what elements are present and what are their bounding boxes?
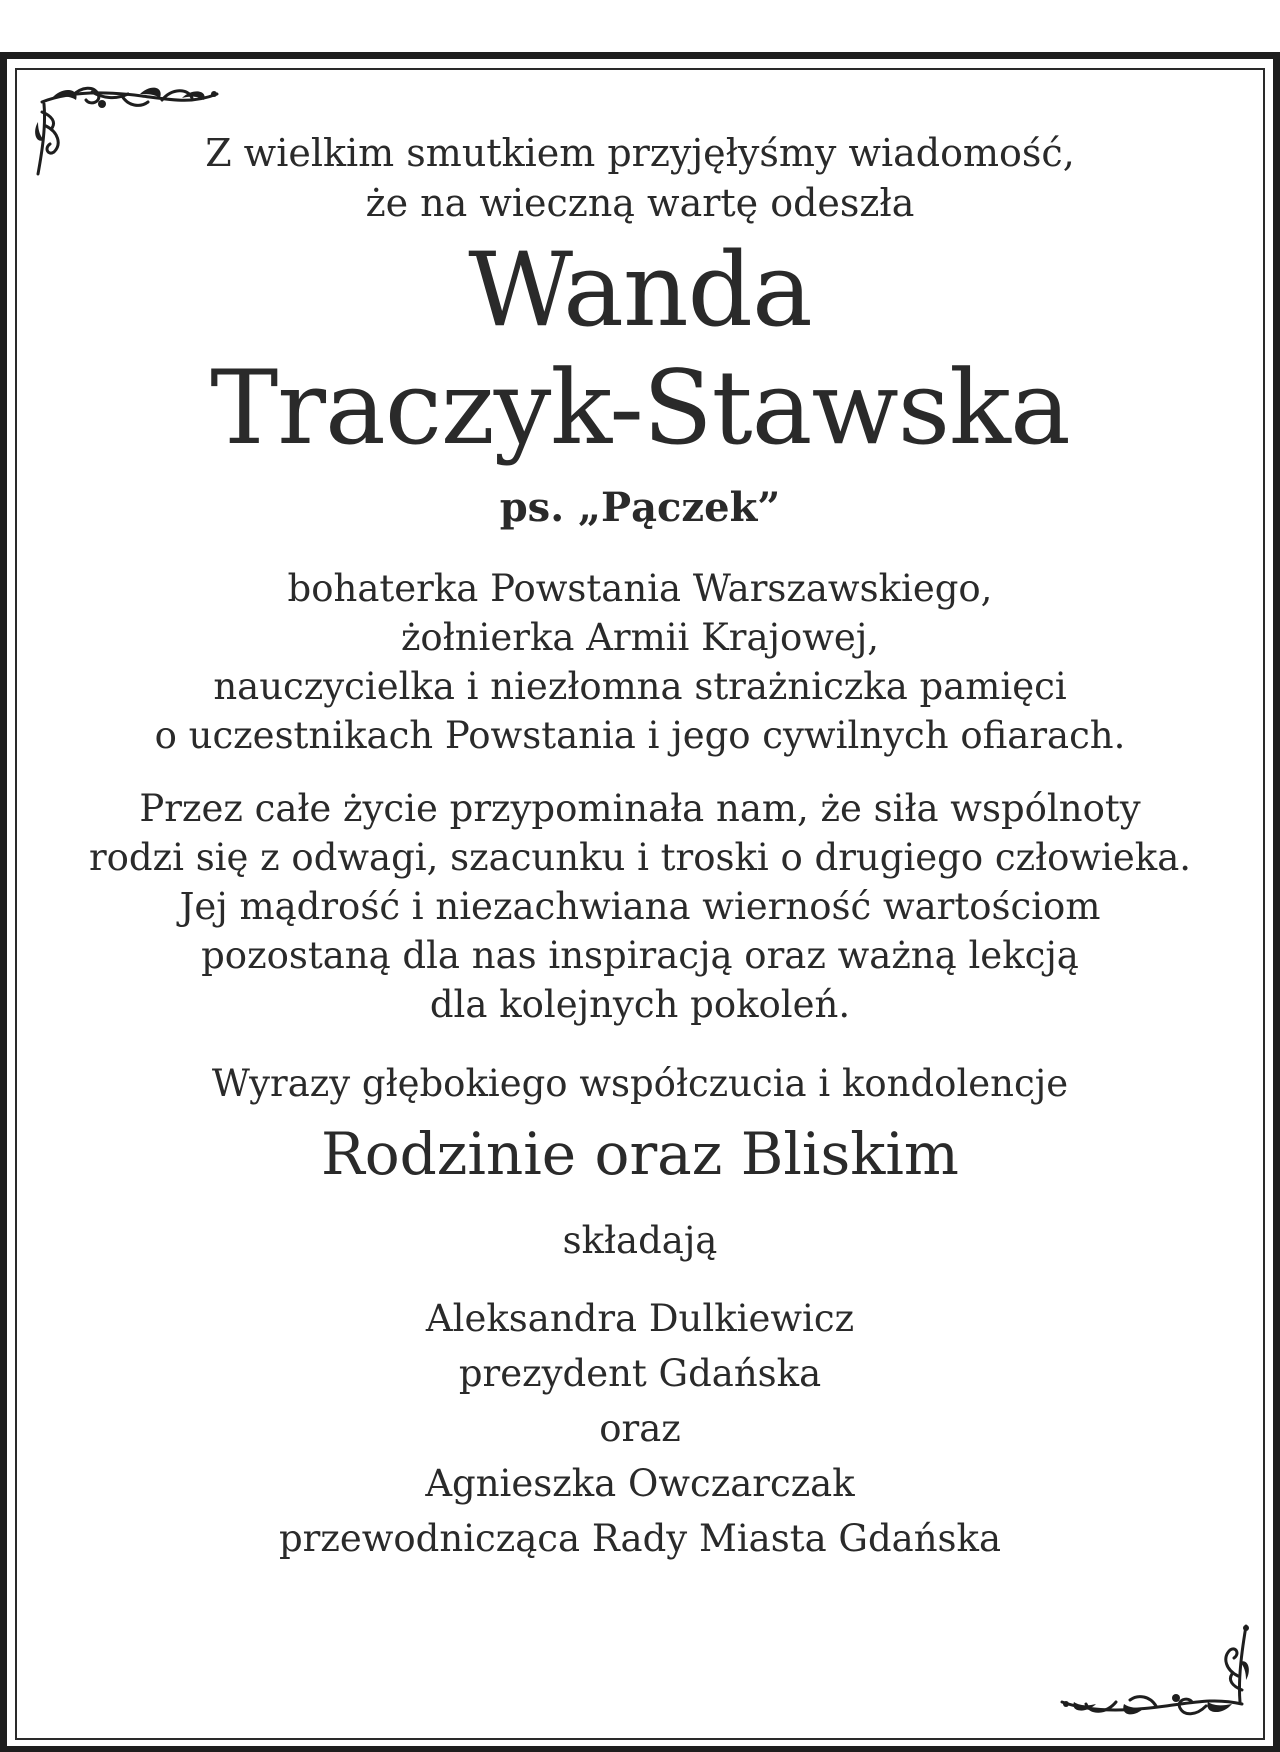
message-line: dla kolejnych pokoleń. (429, 983, 851, 1026)
sign-verb: składają (562, 1219, 718, 1262)
role-line: nauczycielka i niezłomna strażniczka pamięci (213, 665, 1067, 708)
role-line: bohaterka Powstania Warszawskiego, (287, 567, 993, 610)
deceased-first-name: Wanda (468, 231, 812, 350)
role-line: o uczestnikach Powstania i jego cywilnych ofiarach. (154, 714, 1126, 757)
deceased-name (15, 232, 1265, 468)
deceased-pseudonym: ps. „Pączek” (499, 484, 781, 531)
signer-title: prezydent Gdańska (458, 1352, 822, 1395)
deceased-last-name: Traczyk-Stawska (210, 349, 1070, 468)
message-line: Jej mądrość i niezachwiana wierność wartościom (179, 885, 1101, 928)
message-line: Przez całe życie przypominała nam, że siła wspólnoty (139, 787, 1141, 830)
signer-title: przewodnicząca Rady Miasta Gdańska (278, 1517, 1002, 1560)
tribute-message (15, 784, 1265, 1029)
bottom-border (0, 1746, 1280, 1752)
signers (15, 1291, 1265, 1566)
signer-name: Aleksandra Dulkiewicz (425, 1297, 855, 1340)
intro-text (15, 128, 1265, 228)
role-line: żołnierka Armii Krajowej, (400, 616, 880, 659)
roles-text (15, 564, 1265, 760)
condolence-recipients: Rodzinie oraz Bliskim (321, 1120, 959, 1188)
condolence-line: Wyrazy głębokiego współczucia i kondolencje (211, 1062, 1069, 1105)
signer-name: Agnieszka Owczarczak (425, 1462, 855, 1505)
condolence-text (15, 1059, 1265, 1108)
message-line: pozostaną dla nas inspiracją oraz ważną lekcją (201, 934, 1079, 977)
floral-corner-ornament-icon (1056, 1620, 1252, 1724)
signer-conjunction: oraz (599, 1407, 681, 1450)
obituary-content (15, 68, 1265, 1566)
intro-line: że na wieczną wartę odeszła (365, 181, 915, 225)
intro-line: Z wielkim smutkiem przyjęłyśmy wiadomość, (205, 131, 1075, 175)
message-line: rodzi się z odwagi, szacunku i troski o drugiego człowieka. (88, 836, 1192, 879)
